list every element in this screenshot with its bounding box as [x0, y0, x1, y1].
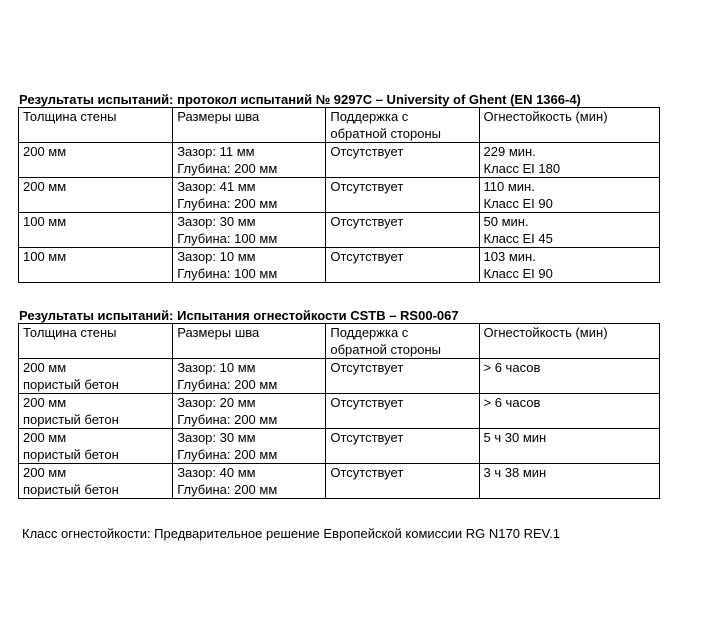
table-row	[19, 178, 660, 213]
header-wall-thickness: Толщина стены	[19, 324, 173, 359]
cell-fire-resistance: 5 ч 30 мин	[479, 429, 659, 464]
section-title: Результаты испытаний: Испытания огнестойкости CSTB – RS00-067	[19, 308, 459, 323]
cell-back-support: Отсутствует	[326, 429, 479, 464]
cell-joint-dimensions: Зазор: 41 мм Глубина: 200 мм	[173, 178, 326, 213]
header-fire-resistance: Огнестойкость (мин)	[479, 108, 659, 143]
cell-fire-resistance: 110 мин. Класс EI 90	[479, 178, 659, 213]
cell-wall-thickness: 200 мм	[19, 143, 173, 178]
cell-back-support: Отсутствует	[326, 213, 479, 248]
cell-joint-dimensions: Зазор: 10 мм Глубина: 200 мм	[173, 359, 326, 394]
header-back-support-line: Поддержка с	[330, 325, 409, 340]
cell-joint-dimensions: Зазор: 30 мм Глубина: 200 мм	[173, 429, 326, 464]
header-back-support-line: обратной стороны	[330, 342, 441, 357]
cell-wall-thickness: 200 мм пористый бетон	[19, 394, 173, 429]
results-table-ghent	[18, 107, 660, 283]
results-table-cstb	[18, 323, 660, 499]
cell-joint-dimensions: Зазор: 11 мм Глубина: 200 мм	[173, 143, 326, 178]
fire-class-footnote: Класс огнестойкости: Предварительное решение Европейской комиссии RG N170 REV.1	[22, 526, 560, 541]
table-row	[19, 248, 660, 283]
cell-joint-dimensions: Зазор: 20 мм Глубина: 200 мм	[173, 394, 326, 429]
header-joint-dimensions: Размеры шва	[173, 324, 326, 359]
results-section-ghent	[18, 92, 660, 283]
table-header-row	[19, 324, 660, 359]
header-fire-resistance: Огнестойкость (мин)	[479, 324, 659, 359]
cell-fire-resistance: > 6 часов	[479, 359, 659, 394]
cell-wall-thickness: 200 мм пористый бетон	[19, 359, 173, 394]
table-row	[19, 394, 660, 429]
table-row	[19, 359, 660, 394]
cell-wall-thickness: 200 мм пористый бетон	[19, 429, 173, 464]
cell-back-support: Отсутствует	[326, 248, 479, 283]
table-header-row	[19, 108, 660, 143]
cell-back-support: Отсутствует	[326, 359, 479, 394]
header-back-support-line: Поддержка с	[330, 109, 409, 124]
cell-joint-dimensions: Зазор: 10 мм Глубина: 100 мм	[173, 248, 326, 283]
header-wall-thickness: Толщина стены	[19, 108, 173, 143]
table-row	[19, 464, 660, 499]
header-back-support	[326, 108, 479, 143]
cell-back-support: Отсутствует	[326, 464, 479, 499]
cell-wall-thickness: 200 мм пористый бетон	[19, 464, 173, 499]
cell-fire-resistance: 50 мин. Класс EI 45	[479, 213, 659, 248]
section-title: Результаты испытаний: протокол испытаний № 9297C – University of Ghent (EN 1366-4)	[19, 92, 581, 107]
cell-wall-thickness: 100 мм	[19, 213, 173, 248]
cell-fire-resistance: 3 ч 38 мин	[479, 464, 659, 499]
cell-fire-resistance: 229 мин. Класс EI 180	[479, 143, 659, 178]
cell-wall-thickness: 100 мм	[19, 248, 173, 283]
cell-joint-dimensions: Зазор: 40 мм Глубина: 200 мм	[173, 464, 326, 499]
table-row	[19, 213, 660, 248]
cell-wall-thickness: 200 мм	[19, 178, 173, 213]
header-back-support-line: обратной стороны	[330, 126, 441, 141]
cell-back-support: Отсутствует	[326, 143, 479, 178]
cell-fire-resistance: > 6 часов	[479, 394, 659, 429]
cell-fire-resistance: 103 мин. Класс EI 90	[479, 248, 659, 283]
results-section-cstb	[18, 308, 660, 499]
header-joint-dimensions: Размеры шва	[173, 108, 326, 143]
table-row	[19, 143, 660, 178]
header-back-support	[326, 324, 479, 359]
table-row	[19, 429, 660, 464]
cell-back-support: Отсутствует	[326, 394, 479, 429]
cell-back-support: Отсутствует	[326, 178, 479, 213]
cell-joint-dimensions: Зазор: 30 мм Глубина: 100 мм	[173, 213, 326, 248]
